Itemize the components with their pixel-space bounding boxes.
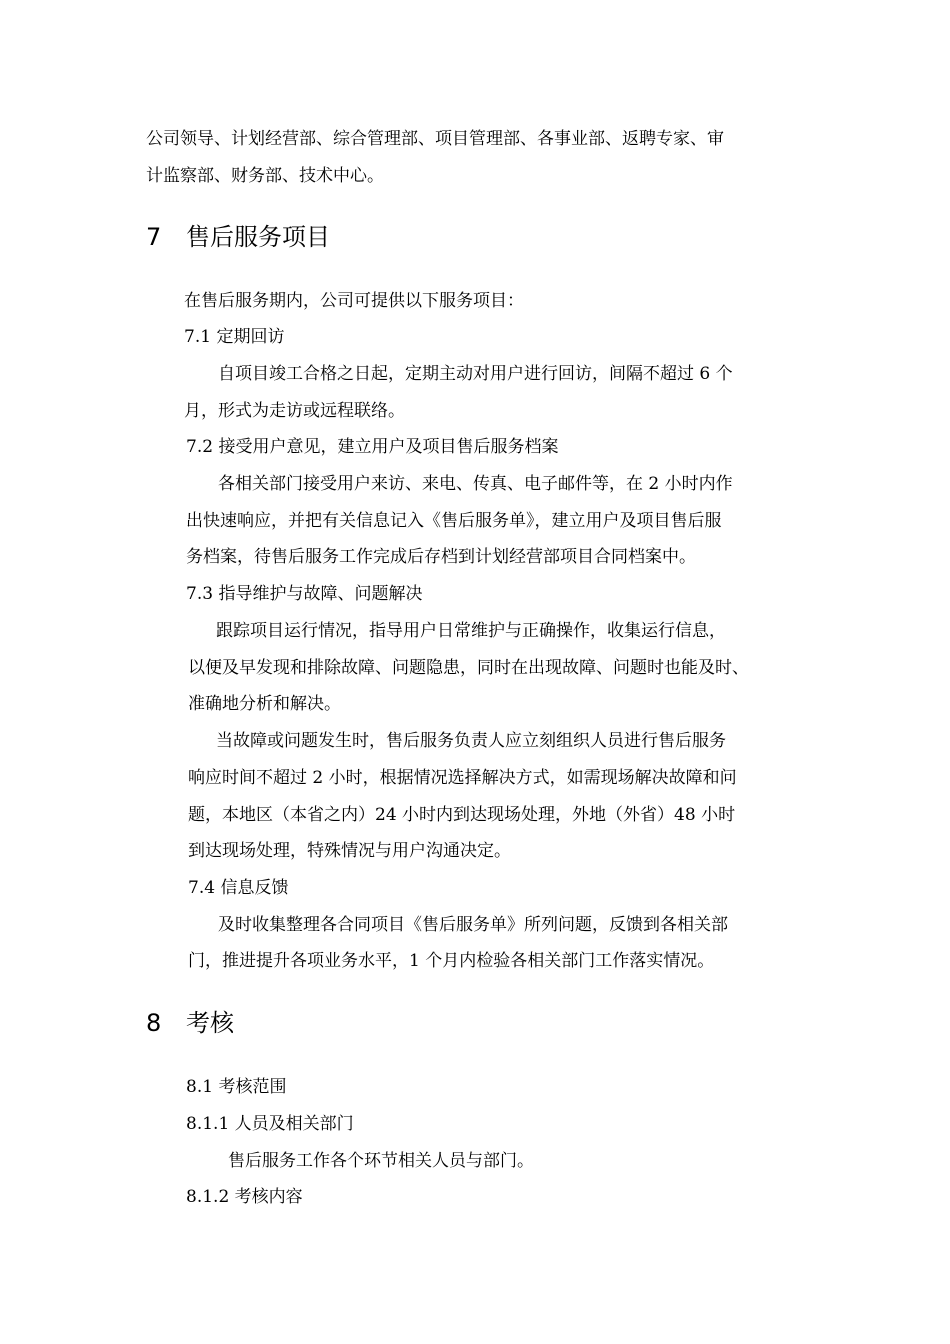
section-7-title: 售后服务项目 [186,223,330,251]
subsection-8-1-2-title: 8.1.2 考核内容 [186,1187,303,1207]
section-8-number: 8 [146,1009,162,1037]
para-7-2-line-1: 各相关部门接受用户来访、来电、传真、电子邮件等，在 2 小时内作 [218,474,733,494]
para-8-1-1: 售后服务工作各个环节相关人员与部门。 [228,1151,534,1171]
para-7-4-line-1: 及时收集整理各合同项目《售后服务单》所列问题，反馈到各相关部 [218,915,728,935]
section-7-heading [146,222,330,252]
para-7-1-line-1: 自项目竣工合格之日起，定期主动对用户进行回访，间隔不超过 6 个 [218,364,733,384]
subsection-8-1-1-title: 8.1.1 人员及相关部门 [186,1114,354,1134]
intro-line-2: 计监察部、财务部、技术中心。 [146,166,384,186]
section-7-intro: 在售后服务期内，公司可提供以下服务项目： [184,291,524,311]
subsection-7-3-title: 7.3 指导维护与故障、问题解决 [186,584,423,604]
para-7-4-line-2: 门，推进提升各项业务水平，1 个月内检验各相关部门工作落实情况。 [188,951,715,971]
subsection-7-4-title: 7.4 信息反馈 [188,878,289,898]
para-7-3b-line-2: 响应时间不超过 2 小时，根据情况选择解决方式，如需现场解决故障和问 [188,768,737,788]
para-7-3b-line-4: 到达现场处理，特殊情况与用户沟通决定。 [188,841,511,861]
para-7-3-line-2: 以便及早发现和排除故障、问题隐患，同时在出现故障、问题时也能及时、 [188,658,749,678]
para-7-2-line-3: 务档案，待售后服务工作完成后存档到计划经营部项目合同档案中。 [186,547,696,567]
para-7-3b-line-3: 题，本地区（本省之内）24 小时内到达现场处理，外地（外省）48 小时 [188,805,736,825]
section-8-heading [146,1008,234,1038]
section-8-title: 考核 [186,1009,234,1037]
subsection-8-1-title: 8.1 考核范围 [186,1077,287,1097]
subsection-7-2-title: 7.2 接受用户意见，建立用户及项目售后服务档案 [186,437,559,457]
para-7-2-line-2: 出快速响应，并把有关信息记入《售后服务单》，建立用户及项目售后服 [186,511,722,531]
subsection-7-1-title: 7.1 定期回访 [184,327,285,347]
para-7-3-line-1: 跟踪项目运行情况，指导用户日常维护与正确操作，收集运行信息， [216,621,726,641]
section-7-number: 7 [146,223,162,251]
intro-line-1: 公司领导、计划经营部、综合管理部、项目管理部、各事业部、返聘专家、审 [146,129,724,149]
para-7-3-line-3: 准确地分析和解决。 [188,694,341,714]
para-7-1-line-2: 月，形式为走访或远程联络。 [184,401,405,421]
para-7-3b-line-1: 当故障或问题发生时，售后服务负责人应立刻组织人员进行售后服务 [216,731,726,751]
